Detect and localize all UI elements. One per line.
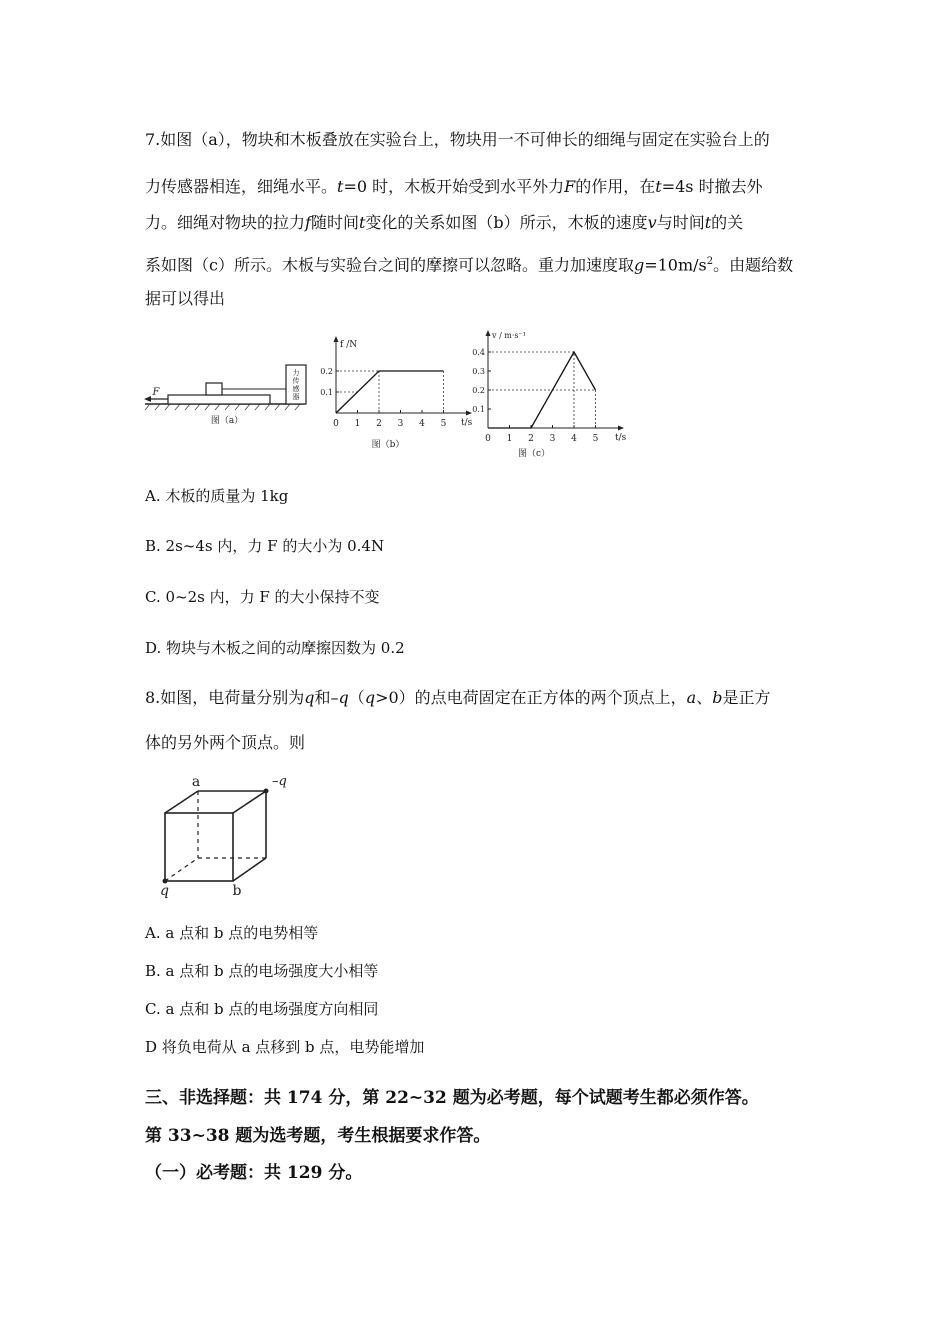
y-tick-label: 0.1 — [472, 405, 485, 414]
x-tick-label: 4 — [419, 419, 425, 429]
x-axis-arrow — [618, 426, 624, 431]
x-tick-label: 3 — [397, 419, 404, 429]
x-axis-label: t/s — [615, 433, 627, 443]
y-tick-label: 0.2 — [320, 367, 333, 376]
q7-option-d: D. 物块与木板之间的动摩擦因数为 0.2 — [145, 639, 405, 657]
figure-a — [140, 355, 315, 430]
figure-c — [462, 322, 637, 462]
figure-b-caption: 图（b） — [371, 440, 405, 450]
q7-line-2: 力传感器相连，细绳水平。t=0 时，木板开始受到水平外力F的作用，在t=4s 时撤去外 — [145, 177, 763, 196]
x-tick-label: 5 — [592, 434, 599, 444]
label-a: a — [191, 774, 201, 790]
cube-hidden-edges — [165, 791, 266, 881]
q7-line-1: 7.如图（a），物块和木板叠放在实验台上，物块用一不可伸长的细绳与固定在实验台上的 — [145, 130, 770, 149]
y-axis-arrow — [486, 330, 491, 336]
label-q: q — [160, 883, 169, 899]
q8-option-a: A. a 点和 b 点的电势相等 — [145, 924, 319, 942]
x-tick-label: 3 — [549, 434, 556, 444]
x-tick-label: 5 — [440, 419, 447, 429]
force-label: F — [152, 387, 160, 398]
figure-a-caption: 图（a） — [210, 416, 244, 426]
x-tick-label: 1 — [506, 434, 513, 444]
section-line-1: 三、非选择题：共 174 分，第 22~32 题为必考题，每个试题考生都必须作答。 — [145, 1088, 759, 1108]
y-axis-label: v / m·s⁻¹ — [492, 331, 526, 340]
x-tick-label: 0 — [485, 434, 491, 444]
q8-option-c: C. a 点和 b 点的电场强度方向相同 — [145, 1000, 379, 1018]
q7-line-4: 系如图（c）所示。木板与实验台之间的摩擦可以忽略。重力加速度取$g=10m/s^2$。由题给数 — [145, 255, 794, 275]
cube-solid-edges — [165, 791, 266, 881]
section-line-2: 第 33~38 题为选考题，考生根据要求作答。 — [145, 1126, 491, 1146]
table-hatching — [145, 404, 300, 410]
y-axis-label: f /N — [340, 340, 358, 350]
y-tick-label: 0.1 — [320, 388, 333, 397]
charge-neg-q-dot — [264, 789, 269, 794]
q8-line-1: 8.如图，电荷量分别为q和–q（q>0）的点电荷固定在正方体的两个顶点上，a、b是正方 — [145, 688, 771, 707]
sensor-label-2: 传 — [292, 377, 300, 385]
x-tick-label: 2 — [528, 434, 534, 444]
sensor-label-4: 器 — [292, 393, 300, 401]
block — [206, 383, 222, 395]
sensor-label-1: 力 — [292, 369, 300, 377]
figure-c-caption: 图（c） — [517, 449, 551, 459]
figure-b — [318, 330, 483, 455]
cube-figure — [150, 772, 300, 900]
q7-option-c: C. 0~2s 内，力 F 的大小保持不变 — [145, 588, 380, 606]
q7-option-a: A. 木板的质量为 1kg — [145, 487, 289, 505]
label-b: b — [232, 883, 242, 899]
y-tick-label: 0.4 — [472, 348, 485, 357]
x-axis-label: t/s — [461, 418, 473, 428]
x-tick-label: 2 — [376, 419, 382, 429]
q7-line-5: 据可以得出 — [145, 289, 226, 308]
q7-option-b: B. 2s~4s 内，力 F 的大小为 0.4N — [145, 537, 385, 555]
y-axis-arrow — [334, 336, 339, 342]
q8-line-2: 体的另外两个顶点。则 — [145, 733, 306, 752]
label-neg-q: –q — [272, 774, 287, 789]
board — [168, 395, 270, 404]
q7-line-3: 力。细绳对物块的拉力f随时间t变化的关系如图（b）所示，木板的速度v与时间t的关 — [145, 213, 744, 232]
q8-option-b: B. a 点和 b 点的电场强度大小相等 — [145, 962, 379, 980]
x-tick-label: 0 — [333, 419, 339, 429]
sensor-label-3: 感 — [292, 385, 300, 393]
y-tick-label: 0.3 — [472, 367, 485, 376]
q8-option-d: D 将负电荷从 a 点移到 b 点，电势能增加 — [145, 1038, 425, 1056]
section-line-3: （一）必考题：共 129 分。 — [145, 1163, 363, 1183]
force-arrow-head — [144, 396, 151, 402]
y-tick-label: 0.2 — [472, 386, 485, 395]
x-tick-label: 1 — [354, 419, 361, 429]
x-tick-label: 4 — [571, 434, 577, 444]
